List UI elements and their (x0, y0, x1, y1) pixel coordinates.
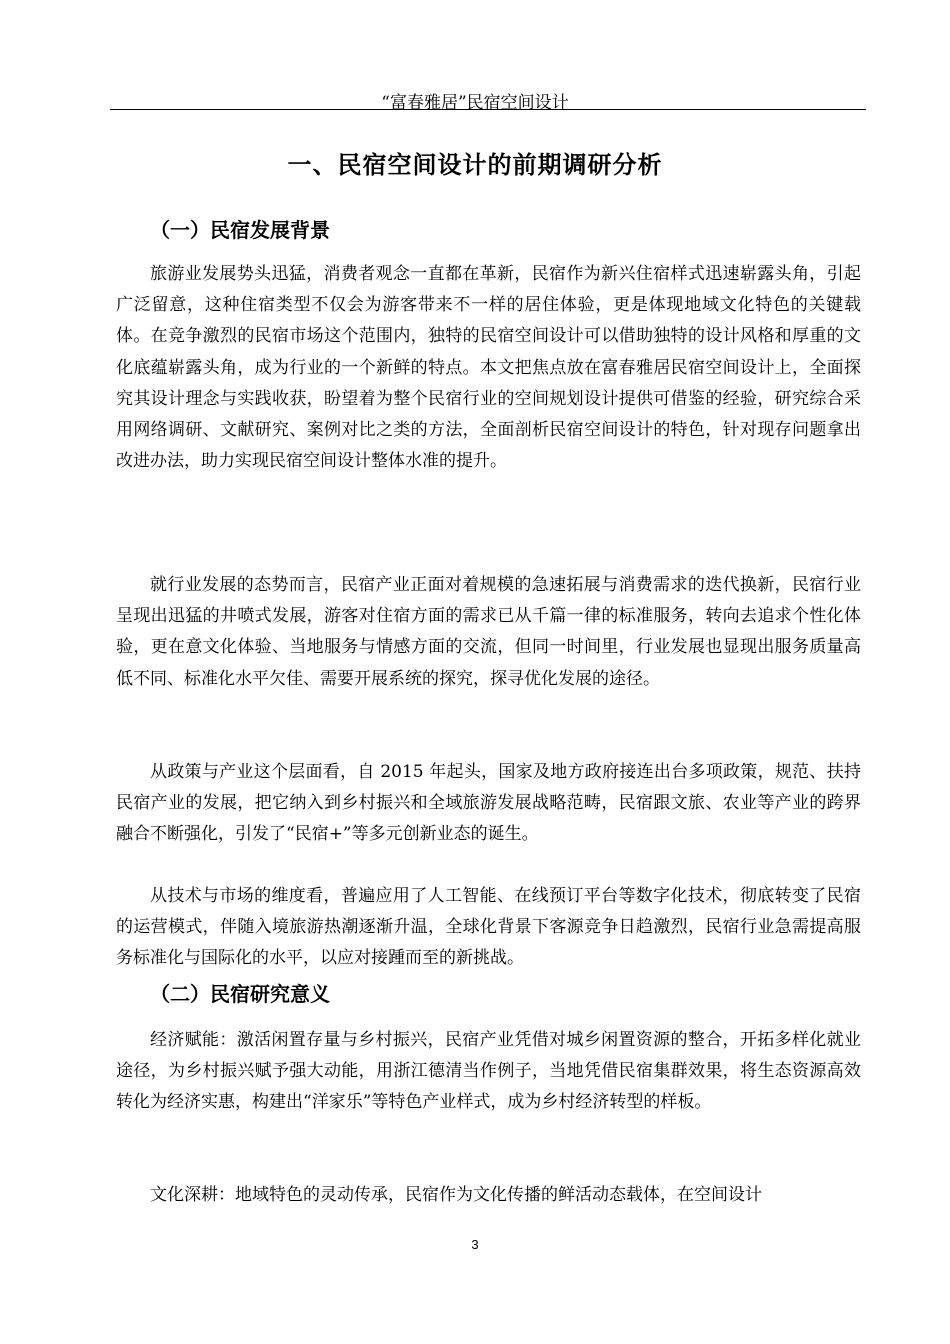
paragraph: 从政策与产业这个层面看，自 2015 年起头，国家及地方政府接连出台多项政策，规范、扶持民宿产业的发展，把它纳入到乡村振兴和全域旅游发展战略范畴，民宿跟文旅、农业等产业的跨界融合不断强化，引发了“民宿+”等多元创新业态的诞生。 (116, 762, 861, 845)
paragraph: 经济赋能：激活闲置存量与乡村振兴，民宿产业凭借对城乡闲置资源的整合，开拓多样化就业途径，为乡村振兴赋予强大动能，用浙江德清当作例子，当地凭借民宿集群效果，将生态资源高效转化为经济实惠，构建出“洋家乐”等特色产业样式，成为乡村经济转型的样板。 (116, 1030, 861, 1113)
paragraph: 就行业发展的态势而言，民宿产业正面对着规模的急速拓展与消费需求的迭代换新，民宿行业呈现出迅猛的井喷式发展，游客对住宿方面的需求已从千篇一律的标准服务，转向去追求个性化体验，更在意文化体验、当地服务与情感方面的交流，但同一时间里，行业发展也显现出服务质量高低不同、标准化水平欠佳、需要开展系统的探究，探寻优化发展的途径。 (116, 575, 861, 689)
paragraph: 旅游业发展势头迅猛，消费者观念一直都在革新，民宿作为新兴住宿样式迅速崭露头角，引起广泛留意，这种住宿类型不仅会为游客带来不一样的居住体验，更是体现地域文化特色的关键载体。在竞争激烈的民宿市场这个范围内，独特的民宿空间设计可以借助独特的设计风格和厚重的文化底蕴崭露头角，成为行业的一个新鲜的特点。本文把焦点放在富春雅居民宿空间设计上，全面探究其设计理念与实践收获，盼望着为整个民宿行业的空间规划设计提供可借鉴的经验，研究综合采用网络调研、文献研究、案例对比之类的方法，全面剖析民宿空间设计的特色，针对现存问题拿出改进办法，助力实现民宿空间设计整体水准的提升。 (116, 264, 861, 472)
page-number: 3 (471, 1237, 479, 1252)
running-header: “富春雅居”民宿空间设计 (381, 93, 569, 113)
section-title-background: （一）民宿发展背景 (150, 218, 330, 242)
header-rule (110, 109, 866, 110)
section-title-significance: （二）民宿研究意义 (150, 982, 330, 1006)
paragraph: 文化深耕：地域特色的灵动传承，民宿作为文化传播的鲜活动态载体，在空间设计 (150, 1185, 762, 1205)
paragraph: 从技术与市场的维度看，普遍应用了人工智能、在线预订平台等数字化技术，彻底转变了民宿的运营模式，伴随入境旅游热潮逐渐升温，全球化背景下客源竞争日趋激烈，民宿行业急需提高服务标准化与国际化的水平，以应对接踵而至的新挑战。 (116, 886, 861, 969)
chapter-title: 一、民宿空间设计的前期调研分析 (287, 151, 663, 179)
